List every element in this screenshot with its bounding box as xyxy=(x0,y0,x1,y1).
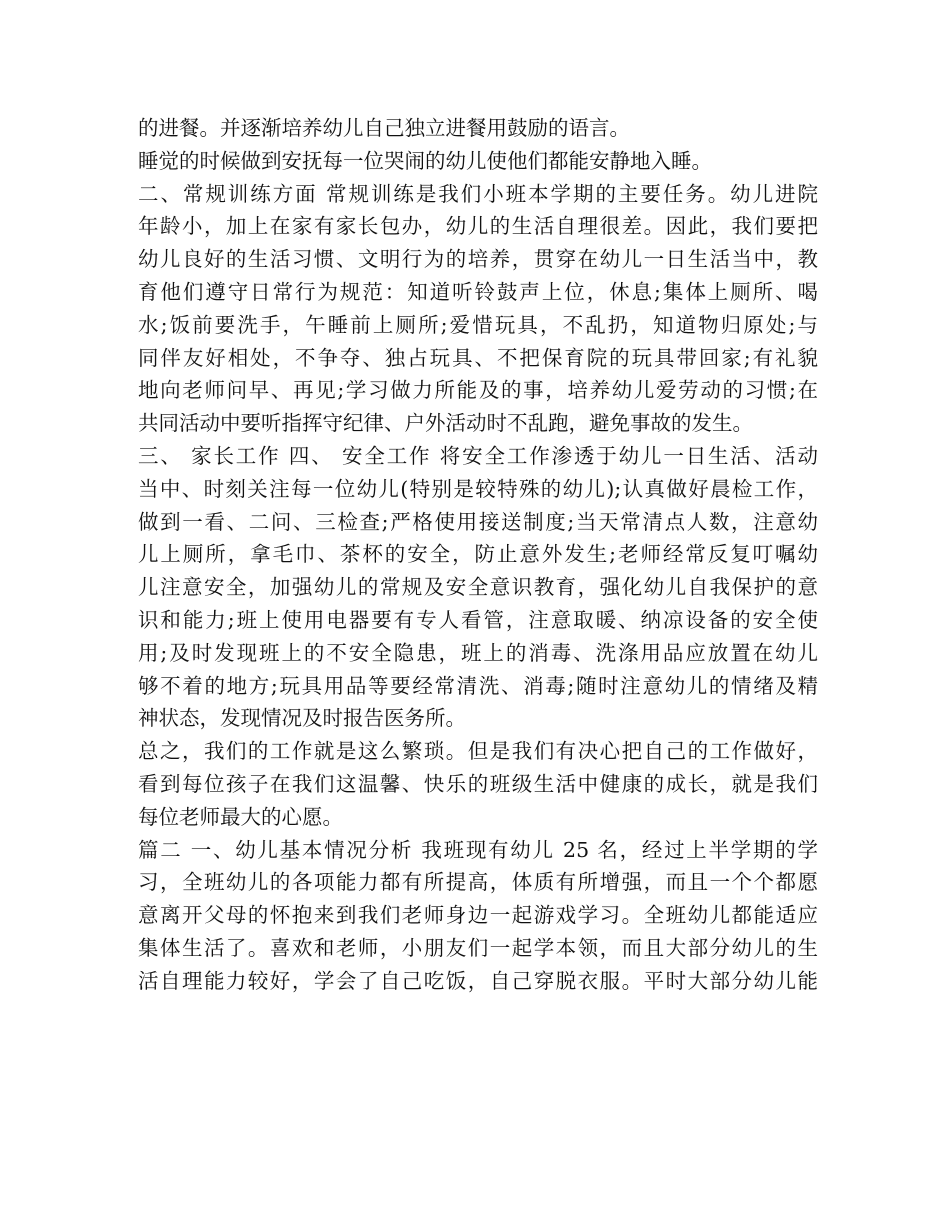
text-line: 当中、时刻关注每一位幼儿(特别是较特殊的幼儿);认真做好晨检工作， xyxy=(138,476,818,501)
text-line: 够不着的地方;玩具用品等要经常清洗、消毒;随时注意幼儿的情绪及精 xyxy=(138,673,818,698)
text-line: 共同活动中要听指挥守纪律、户外活动时不乱跑，避免事故的发生。 xyxy=(138,411,753,436)
text-line: 看到每位孩子在我们这温馨、快乐的班级生活中健康的成长，就是我们 xyxy=(138,771,818,796)
text-line: 总之，我们的工作就是这么繁琐。但是我们有决心把自己的工作做好， xyxy=(138,739,818,764)
text-line: 识和能力;班上使用电器要有专人看管，注意取暖、纳凉设备的安全使 xyxy=(138,607,818,632)
text-line: 集体生活了。喜欢和老师，小朋友们一起学本领，而且大部分幼儿的生 xyxy=(138,935,818,960)
text-line: 意离开父母的怀抱来到我们老师身边一起游戏学习。全班幼儿都能适应 xyxy=(138,903,818,928)
text-line: 用;及时发现班上的不安全隐患，班上的消毒、洗涤用品应放置在幼儿 xyxy=(138,640,818,665)
text-line: 三、 家长工作 四、 安全工作 将安全工作渗透于幼儿一日生活、活动 xyxy=(138,443,818,468)
text-line: 习，全班幼儿的各项能力都有所提高，体质有所增强，而且一个个都愿 xyxy=(138,870,818,895)
text-line: 神状态，发现情况及时报告医务所。 xyxy=(138,706,466,731)
text-line: 活自理能力较好，学会了自己吃饭，自己穿脱衣服。平时大部分幼儿能 xyxy=(138,968,818,993)
text-line: 二、常规训练方面 常规训练是我们小班本学期的主要任务。幼儿进院 xyxy=(138,181,818,206)
text-line: 年龄小，加上在家有家长包办，幼儿的生活自理很差。因此，我们要把 xyxy=(138,214,818,239)
text-line: 儿上厕所，拿毛巾、茶杯的安全，防止意外发生;老师经常反复叮嘱幼 xyxy=(138,542,818,567)
text-line: 儿注意安全，加强幼儿的常规及安全意识教育，强化幼儿自我保护的意 xyxy=(138,575,818,600)
text-line: 篇二 一、幼儿基本情况分析 我班现有幼儿 25 名，经过上半学期的学 xyxy=(138,837,818,862)
text-line: 做到一看、二问、三检查;严格使用接送制度;当天常清点人数，注意幼 xyxy=(138,509,818,534)
text-line: 育他们遵守日常行为规范：知道听铃鼓声上位，休息;集体上厕所、喝 xyxy=(138,279,818,304)
text-line: 每位老师最大的心愿。 xyxy=(138,804,343,829)
text-line: 地向老师问早、再见;学习做力所能及的事，培养幼儿爱劳动的习惯;在 xyxy=(138,378,818,403)
text-line: 水;饭前要洗手，午睡前上厕所;爱惜玩具，不乱扔，知道物归原处;与 xyxy=(138,312,818,337)
document-page xyxy=(138,112,818,998)
text-line: 幼儿良好的生活习惯、文明行为的培养，贯穿在幼儿一日生活当中，教 xyxy=(138,247,818,272)
text-line: 的进餐。并逐渐培养幼儿自己独立进餐用鼓励的语言。 xyxy=(138,116,630,140)
text-line: 睡觉的时候做到安抚每一位哭闹的幼儿使他们都能安静地入睡。 xyxy=(138,148,712,173)
text-line: 同伴友好相处，不争夺、独占玩具、不把保育院的玩具带回家;有礼貌 xyxy=(138,345,818,370)
